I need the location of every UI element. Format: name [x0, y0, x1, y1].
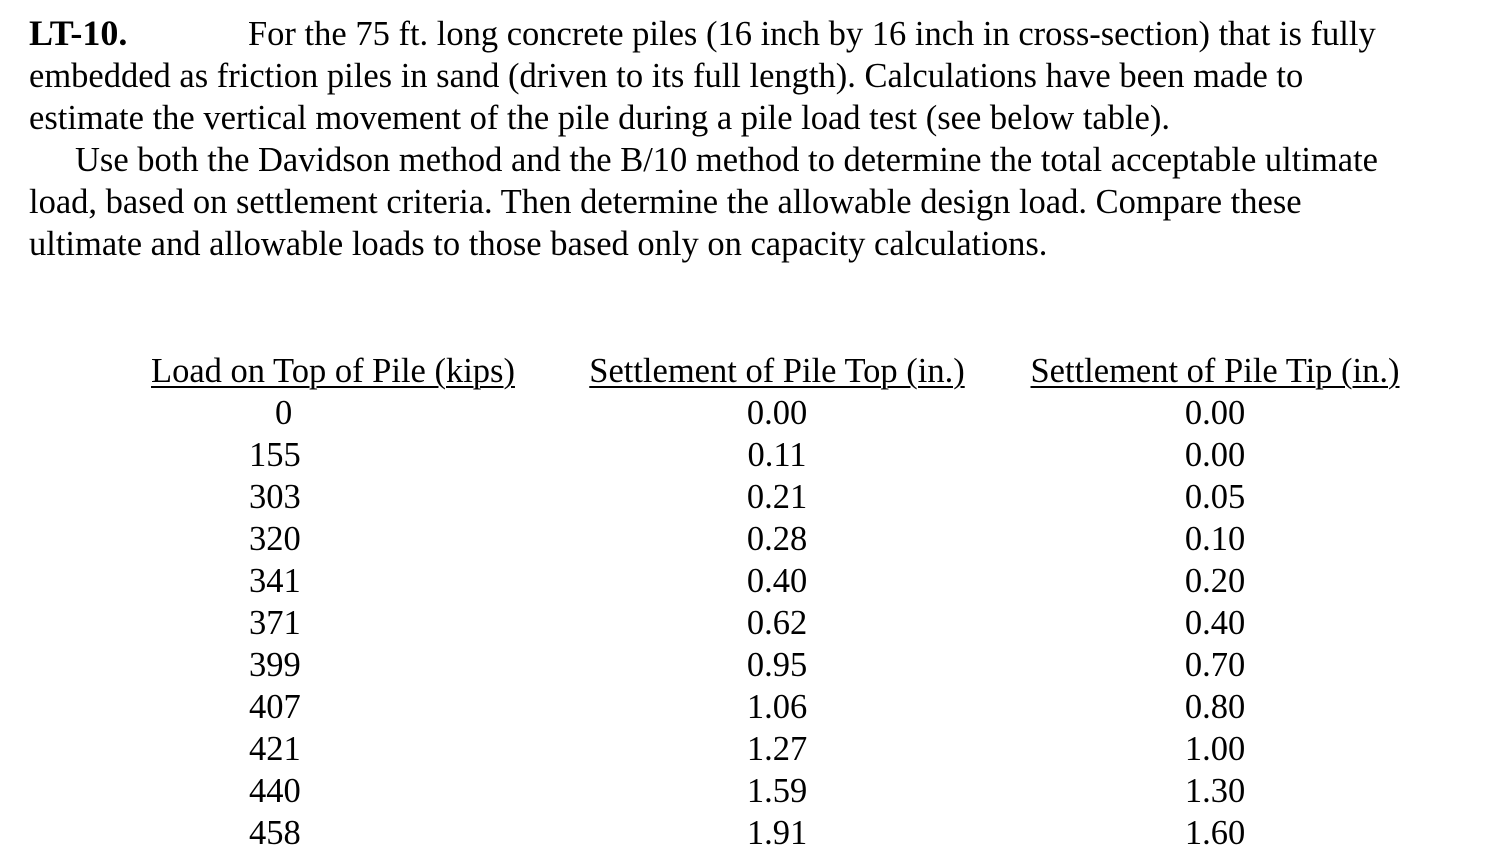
- column-settlement-tip: [1016, 350, 1414, 854]
- settlement-top-cell: 1.27: [746, 730, 808, 768]
- problem-text-line: estimate the vertical movement of the pile during a pile load test (see below table).: [29, 99, 1170, 137]
- settlement-top-cell: 0.28: [746, 520, 808, 558]
- load-cell: 341: [249, 562, 301, 600]
- settlement-top-cell: 1.91: [746, 814, 808, 852]
- load-cell: 155: [249, 436, 301, 474]
- column-header-settlement-top: Settlement of Pile Top (in.): [589, 352, 965, 390]
- problem-text-line: For the 75 ft. long concrete piles (16 inch by 16 inch in cross-section) that is fully: [248, 15, 1376, 53]
- settlement-top-cell: 0.00: [746, 394, 808, 432]
- load-cell: 440: [249, 772, 301, 810]
- settlement-tip-cell: 0.70: [1184, 646, 1246, 684]
- instructions-line-1: [29, 139, 1479, 181]
- settlement-tip-cell: 1.60: [1184, 814, 1246, 852]
- settlement-tip-cell: 0.40: [1184, 604, 1246, 642]
- instructions-text-line: load, based on settlement criteria. Then determine the allowable design load. Compare these: [29, 183, 1302, 221]
- column-header-load: Load on Top of Pile (kips): [151, 352, 515, 390]
- load-cell: 399: [249, 646, 301, 684]
- settlement-top-cell: 0.62: [746, 604, 808, 642]
- settlement-tip-cell: 1.00: [1184, 730, 1246, 768]
- load-cell: 320: [249, 520, 301, 558]
- load-cell: 421: [249, 730, 301, 768]
- settlement-tip-cell: 0.80: [1184, 688, 1246, 726]
- problem-line-1: [29, 12, 1479, 55]
- settlement-top-cell: 0.40: [746, 562, 808, 600]
- problem-text-line: embedded as friction piles in sand (driven to its full length). Calculations have been made to: [29, 57, 1304, 95]
- load-cell: 407: [249, 688, 301, 726]
- problem-id: LT-10.: [29, 13, 128, 53]
- settlement-top-cell: 0.11: [747, 436, 807, 474]
- column-load: [139, 350, 527, 854]
- settlement-tip-cell: 0.20: [1184, 562, 1246, 600]
- load-cell: 371: [249, 604, 301, 642]
- settlement-top-cell: 0.21: [746, 478, 808, 516]
- settlement-tip-cell: 0.05: [1184, 478, 1246, 516]
- column-settlement-top: [577, 350, 977, 854]
- settlement-top-cell: 1.59: [746, 772, 808, 810]
- problem-statement: [29, 12, 1479, 265]
- instructions-text-line: Use both the Davidson method and the B/10 method to determine the total acceptable ultimate: [75, 141, 1378, 179]
- load-cell: 0: [275, 394, 293, 432]
- settlement-tip-cell: 0.00: [1184, 436, 1246, 474]
- settlement-tip-cell: 1.30: [1184, 772, 1246, 810]
- instructions-text-line: ultimate and allowable loads to those based only on capacity calculations.: [29, 225, 1048, 263]
- settlement-top-cell: 0.95: [746, 646, 808, 684]
- load-cell: 458: [249, 814, 301, 852]
- load-cell: 303: [249, 478, 301, 516]
- settlement-tip-cell: 0.10: [1184, 520, 1246, 558]
- column-header-settlement-tip: Settlement of Pile Tip (in.): [1030, 352, 1400, 390]
- settlement-tip-cell: 0.00: [1184, 394, 1246, 432]
- settlement-top-cell: 1.06: [746, 688, 808, 726]
